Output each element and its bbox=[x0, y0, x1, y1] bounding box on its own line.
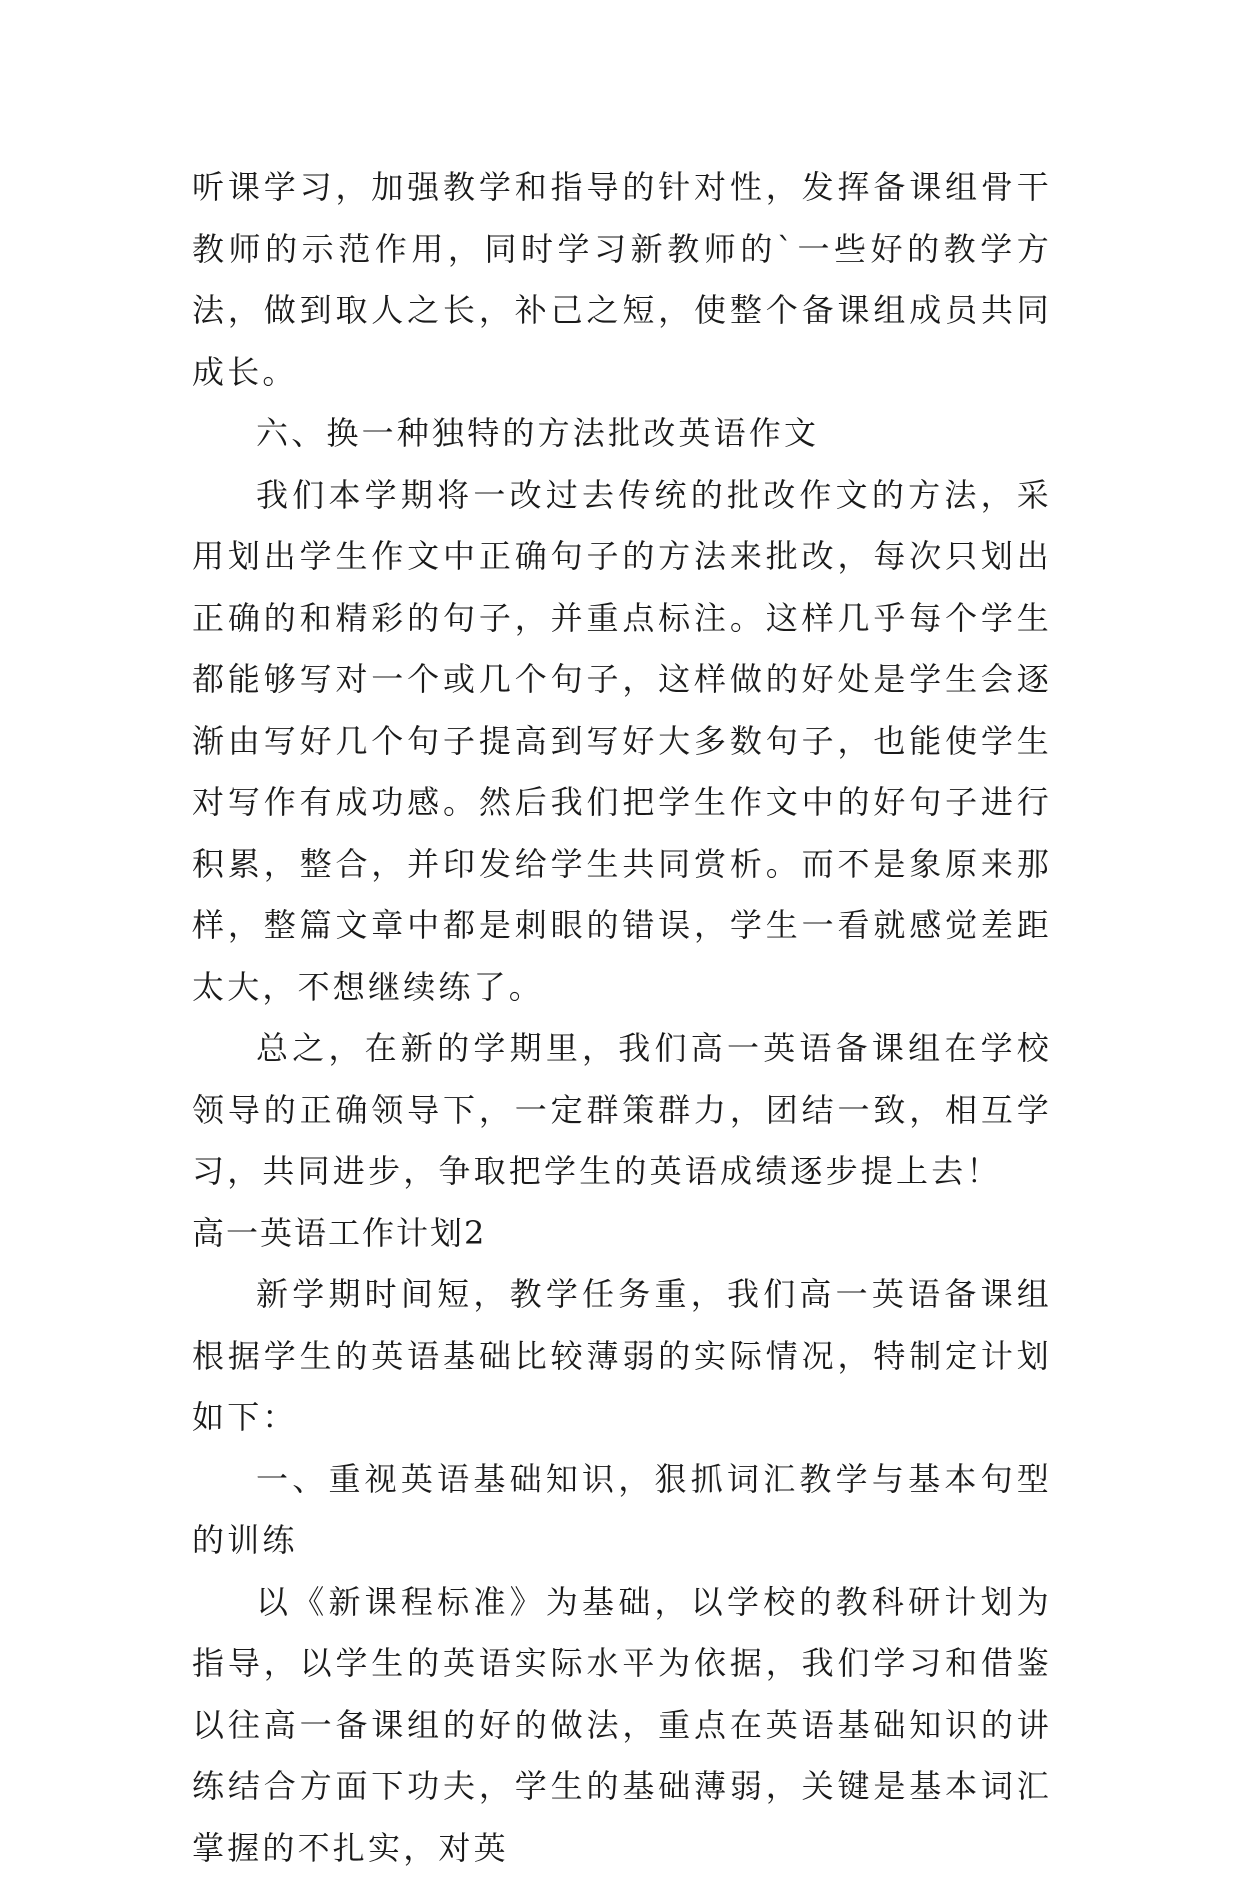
paragraph-summary: 总之，在新的学期里，我们高一英语备课组在学校领导的正确领导下，一定群策群力，团结一致，相互学习，共同进步，争取把学生的英语成绩逐步提上去！ bbox=[192, 1018, 1052, 1203]
document-body bbox=[192, 157, 1052, 1879]
paragraph-vocabulary-teaching: 以《新课程标准》为基础，以学校的教科研计划为指导，以学生的英语实际水平为依据，我们学习和借鉴以往高一备课组的好的做法，重点在英语基础知识的讲练结合方面下功夫，学生的基础薄弱，关键是基本词汇掌握的不扎实，对英 bbox=[192, 1572, 1052, 1879]
section-heading-vocabulary: 一、重视英语基础知识，狠抓词汇教学与基本句型的训练 bbox=[192, 1449, 1052, 1572]
document-title-plan-2: 高一英语工作计划2 bbox=[192, 1203, 1052, 1265]
section-heading-essay-correction: 六、换一种独特的方法批改英语作文 bbox=[192, 403, 1052, 465]
paragraph-intro-plan-2: 新学期时间短，教学任务重，我们高一英语备课组根据学生的英语基础比较薄弱的实际情况，特制定计划如下： bbox=[192, 1264, 1052, 1449]
paragraph-essay-correction-method: 我们本学期将一改过去传统的批改作文的方法，采用划出学生作文中正确句子的方法来批改，每次只划出正确的和精彩的句子，并重点标注。这样几乎每个学生都能够写对一个或几个句子，这样做的好处是学生会逐渐由写好几个句子提高到写好大多数句子，也能使学生对写作有成功感。然后我们把学生作文中的好句子进行积累，整合，并印发给学生共同赏析。而不是象原来那样，整篇文章中都是刺眼的错误，学生一看就感觉差距太大，不想继续练了。 bbox=[192, 465, 1052, 1019]
paragraph-continued-lesson-observation: 听课学习，加强教学和指导的针对性，发挥备课组骨干教师的示范作用，同时学习新教师的`一些好的教学方法，做到取人之长，补己之短，使整个备课组成员共同成长。 bbox=[192, 157, 1052, 403]
